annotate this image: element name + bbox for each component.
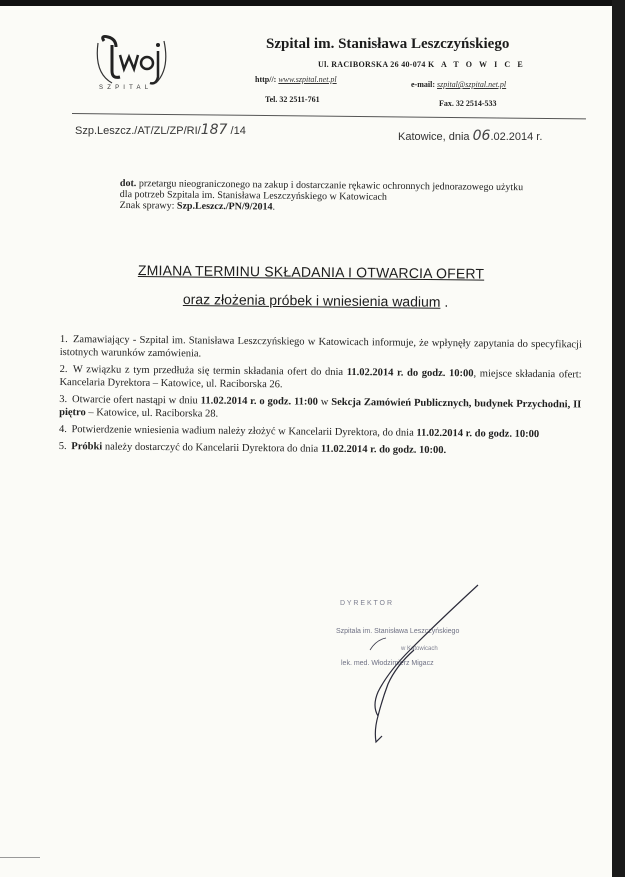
item-text: w: [317, 396, 332, 408]
email-line: [411, 80, 506, 89]
list-item: [59, 363, 581, 394]
stamp-line-3: lek. med. Włodzimierz Migacz: [341, 660, 434, 667]
date-rest: .02.2014 r.: [490, 131, 543, 143]
list-item: [60, 333, 582, 364]
reference-handwritten-number: 187: [200, 122, 228, 138]
address-street: Ul. RACIBORSKA 26 40-074: [318, 60, 426, 69]
scan-dark-edge: [612, 0, 625, 877]
reference-prefix: Szp.Leszcz./AT/ZL/ZP/RI/: [75, 125, 201, 137]
list-item: [59, 423, 581, 441]
hospital-name: Szpital im. Stanisława Leszczyńskiego: [266, 36, 510, 52]
subtitle-end: .: [440, 293, 449, 310]
item-text: Potwierdzenie wniesienia wadium należy złożyć w Kancelarii Dyrektora, do dnia: [71, 424, 417, 439]
document-date: [398, 128, 542, 144]
item-text: W związku z tym przedłuża się termin składania ofert do dnia: [72, 364, 347, 379]
item-number: 2.: [59, 363, 68, 376]
stamp-line-1: Szpitala im. Stanisława Leszczyńskiego: [336, 628, 460, 635]
list-item: [59, 393, 581, 424]
subject-label: dot.: [119, 178, 137, 190]
case-end: .: [272, 201, 276, 213]
item-text: Zamawiający - Szpital im. Stanisława Leszczyńskiego w Katowicach informuje, że wpłynęły zapytania do specyfikacji istotnych warunków zamówienia.: [59, 334, 582, 360]
notice-items: [59, 333, 582, 458]
item-deadline: 11.02.2014 r. do godz. 10:00: [416, 427, 540, 441]
hospital-address: [318, 60, 525, 69]
date-handwritten-day: 06: [472, 128, 491, 144]
item-keyword: Próbki: [71, 441, 103, 453]
item-location: Sekcja Zamówień Publicznych, budynek Przychodni, II piętro: [59, 396, 582, 419]
subject-line-2: dla potrzeb Szpitala im. Stanisława Leszczyńskiego w Katowicach: [119, 188, 388, 203]
item-number: 4.: [58, 423, 67, 436]
reference-number: [75, 122, 246, 138]
item-number: 1.: [59, 333, 68, 346]
item-text: Otwarcie ofert nastąpi w dniu: [71, 394, 201, 407]
item-deadline: 11.02.2014 r. do godz. 10:00: [346, 367, 474, 380]
item-text: , miejsce składania ofert: Kancelaria Dyrektora – Katowice, ul. Raciborska 26.: [59, 368, 582, 391]
date-prefix: Katowice, dnia: [398, 131, 470, 143]
item-text: należy dostarczyć do Kancelarii Dyrektora do dnia: [102, 441, 321, 455]
case-number: Szp.Leszcz./PN/9/2014: [176, 200, 273, 213]
item-text: – Katowice, ul. Raciborska 28.: [85, 407, 219, 420]
logo-caption: SZPITAL: [99, 85, 153, 91]
scan-top-edge: [0, 0, 612, 6]
case-label: Znak sprawy:: [119, 199, 177, 212]
reference-suffix: /14: [230, 125, 246, 137]
fax: Fax. 32 2514-533: [439, 99, 497, 108]
telephone: Tel. 32 2511-761: [265, 95, 320, 104]
item-deadline: 11.02.2014 r. o godz. 11:00: [200, 395, 318, 408]
document-subtitle: [183, 291, 449, 310]
website-link[interactable]: www.szpital.net.pl: [278, 75, 337, 84]
list-item: [59, 440, 581, 458]
website-line: [255, 75, 337, 84]
subject-line-1: przetargu nieograniczonego na zakup i dostarczanie rękawic ochronnych jednorazowego użytku: [136, 178, 524, 194]
scan-mark: [0, 857, 40, 858]
subtitle-text: oraz złożenia próbek i wniesienia wadium: [182, 291, 441, 310]
stamp-line-2: w Katowicach: [401, 646, 438, 652]
header-divider: [72, 113, 586, 119]
stamp-title: D Y R E K T O R: [340, 600, 393, 607]
email-label: e-mail:: [411, 80, 435, 89]
address-city: K A T O W I C E: [427, 60, 526, 69]
handwritten-signature: [330, 580, 490, 750]
item-number: 5.: [58, 440, 67, 453]
website-label: http//:: [255, 75, 277, 84]
item-deadline: 11.02.2014 r. do godz. 10:00.: [320, 443, 447, 457]
email-link[interactable]: szpital@szpital.net.pl: [437, 80, 507, 89]
document-title: ZMIANA TERMINU SKŁADANIA I OTWARCIA OFERT: [137, 262, 485, 282]
subject-block: [120, 178, 588, 216]
item-number: 3.: [59, 393, 68, 406]
